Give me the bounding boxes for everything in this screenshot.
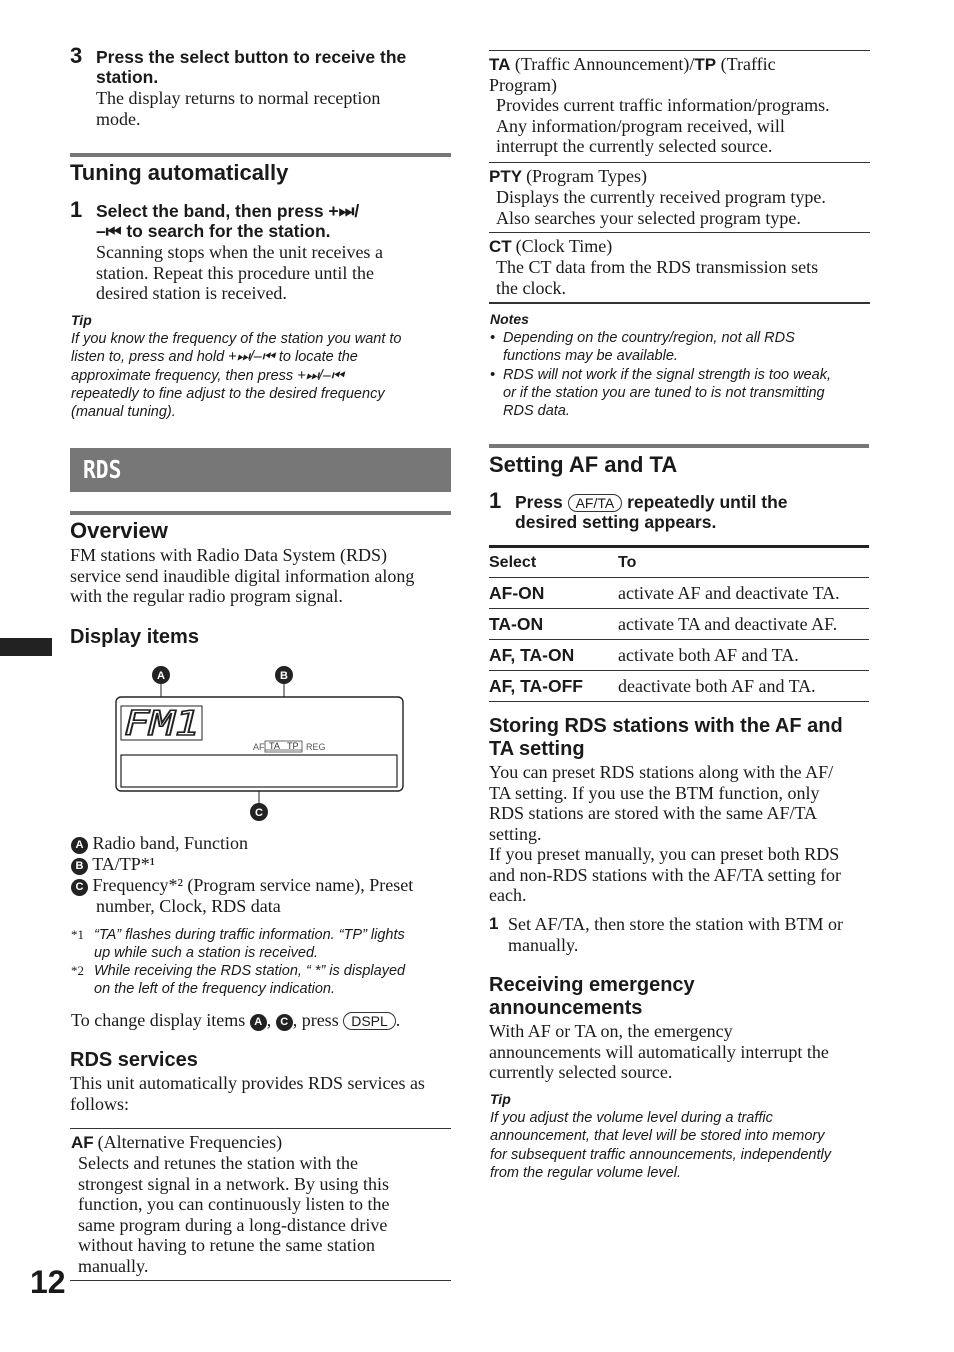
def-term: AF [71, 1133, 94, 1152]
text-line: Any information/program received, will [496, 115, 785, 136]
text-line: repeatedly to fine adjust to the desired frequency [71, 385, 385, 402]
step-heading-line: Press the select button to receive the [96, 47, 407, 67]
side-tab-marker [0, 638, 52, 656]
heading-line: Receiving emergency [489, 974, 695, 996]
step-heading [96, 47, 456, 87]
emergency-text [489, 1021, 874, 1083]
legend-item-text: Radio band, Function [92, 833, 248, 853]
text-line: station. Repeat this procedure until the [96, 262, 374, 283]
table-cell-to: activate both AF and TA. [618, 640, 869, 671]
text-line: without having to retune the same station [78, 1235, 375, 1255]
text-line: RDS data. [503, 403, 570, 420]
separator: , [266, 1010, 272, 1030]
text-line: Scanning stops when the unit receives a [96, 242, 383, 262]
dspl-key: DSPL [343, 1012, 396, 1030]
tip-label: Tip [71, 312, 92, 328]
table-row [489, 640, 869, 671]
notes-list [490, 329, 870, 420]
definition-rule [489, 302, 870, 304]
callout-c-badge: C [276, 1014, 293, 1031]
heading-line: announcements [489, 997, 643, 1019]
text-line: approximate frequency, then press +⏭/–⏮ [71, 367, 344, 384]
text-line: Also searches your selected program type. [496, 207, 801, 228]
af-ta-table [489, 545, 869, 702]
text-line: follows: [70, 1093, 130, 1114]
text-line: The CT data from the RDS transmission sets [496, 257, 819, 277]
step-number: 3 [70, 43, 83, 68]
tip-text [490, 1109, 875, 1182]
table-cell-select: AF, TA-ON [489, 640, 618, 671]
section-heading-tuning: Tuning automatically [70, 160, 289, 185]
af-ta-key: AF/TA [568, 494, 623, 512]
legend-item-text: TA/TP*¹ [92, 854, 156, 874]
text-line: With AF or TA on, the emergency [489, 1021, 733, 1041]
footnote-mark: *1 [71, 927, 84, 942]
def-subtitle: (Traffic [720, 54, 776, 74]
text-line: RDS will not work if the signal strength is too weak, [503, 366, 831, 383]
table-cell-select: AF, TA-OFF [489, 671, 618, 702]
text-line: interrupt the currently selected source. [496, 136, 773, 156]
callout-b-badge: B [71, 858, 88, 875]
footnote-2 [71, 962, 461, 999]
text-line: FM stations with Radio Data System (RDS) [70, 545, 388, 565]
subheading-display-items: Display items [70, 626, 199, 648]
def-description [489, 187, 874, 228]
display-items-legend [71, 833, 461, 917]
storing-step-text [508, 914, 878, 955]
footnote-1 [71, 926, 461, 963]
def-ct [489, 236, 874, 298]
def-subtitle: Program) [489, 75, 557, 95]
legend-item [71, 854, 461, 875]
def-term: PTY [489, 167, 523, 186]
step-heading-line: Select the band, then press +⏭/ [96, 201, 360, 221]
table-cell-to: activate TA and deactivate AF. [618, 609, 869, 640]
text-line: each. [489, 885, 527, 905]
callout-c-badge: C [71, 879, 88, 896]
table-header-to: To [618, 547, 869, 578]
legend-item-cont: number, Clock, RDS data [96, 896, 281, 916]
text-line: currently selected source. [489, 1062, 673, 1082]
instruction-text: , press [292, 1010, 339, 1030]
text-line: (manual tuning). [71, 404, 176, 421]
indicator-reg: REG [306, 742, 326, 752]
rds-banner-title: RDS [83, 455, 122, 484]
text-line: You can preset RDS stations along with the AF/ [489, 762, 834, 782]
instruction-end: . [395, 1010, 401, 1030]
text-line: RDS stations are stored with the same AF/TA [489, 803, 818, 823]
text-line: manually. [78, 1255, 149, 1276]
legend-item-text: Frequency*² (Program service name), Preset [92, 875, 414, 895]
text-line: announcements will automatically interrupt the [489, 1041, 829, 1062]
subheading-storing [489, 715, 874, 761]
def-description [71, 1153, 456, 1276]
text-line: If you know the frequency of the station you want to [71, 331, 402, 347]
rds-services-text [70, 1073, 460, 1114]
storing-step-number: 1 [489, 914, 499, 933]
definition-rule [70, 1280, 451, 1281]
tip-text [71, 330, 451, 421]
table-cell-select: TA-ON [489, 609, 618, 640]
text-line: Displays the currently received program type. [496, 187, 826, 207]
section-heading-af-ta: Setting AF and TA [489, 452, 678, 477]
indicator-ta: TA [269, 741, 280, 751]
text-line: for subsequent traffic announcements, independently [490, 1146, 831, 1163]
note-item: • Depending on the country/region, not all RDS functions may be available. [490, 329, 870, 366]
indicator-af: AF [253, 742, 265, 752]
table-row [489, 671, 869, 702]
section-rule [70, 153, 451, 157]
rds-banner [70, 448, 451, 492]
text-line: announcement, that level will be stored into memory [490, 1128, 825, 1145]
step-number: 1 [489, 488, 502, 513]
def-ta-tp [489, 54, 874, 157]
def-subtitle: (Program Types) [526, 166, 647, 186]
table-header-row [489, 547, 869, 578]
subheading-rds-services: RDS services [70, 1049, 198, 1071]
def-pty [489, 166, 874, 228]
def-term: TP [694, 55, 717, 74]
indicator-tp: TP [287, 741, 299, 751]
text-line: with the regular radio program signal. [70, 586, 343, 606]
heading-line: Storing RDS stations with the AF and [489, 715, 843, 737]
table-cell-to: deactivate both AF and TA. [618, 671, 869, 702]
text-line: or if the station you are tuned to is not transmitting [503, 384, 825, 401]
text-line: function, you can continuously listen to the [78, 1194, 390, 1214]
text-line: service send inaudible digital information along [70, 565, 415, 586]
def-subtitle: (Traffic Announcement)/ [514, 54, 695, 74]
table-cell-to: activate AF and deactivate TA. [618, 578, 869, 609]
text-line: up while such a station is received. [94, 945, 319, 962]
text-line: While receiving the RDS station, “ *” is displayed [94, 963, 406, 979]
legend-item [71, 875, 461, 896]
tip-label: Tip [490, 1091, 511, 1107]
callout-a-badge: A [71, 837, 88, 854]
step-heading [96, 201, 456, 241]
def-subtitle: (Clock Time) [515, 236, 613, 256]
legend-item [71, 833, 461, 854]
step-heading-line: station. [96, 67, 159, 87]
text-line: Set AF/TA, then store the station with BTM or [508, 914, 844, 934]
step-number: 1 [70, 197, 83, 222]
text-line: The display returns to normal reception [96, 88, 381, 108]
def-description [489, 257, 874, 298]
section-heading-overview: Overview [70, 518, 168, 543]
table-row [489, 578, 869, 609]
section-rule [489, 444, 869, 448]
callout-a-badge: A [250, 1014, 267, 1031]
text-line: manually. [508, 934, 579, 955]
text-line: If you adjust the volume level during a traffic [490, 1110, 773, 1126]
table-row [489, 609, 869, 640]
step-description [96, 88, 456, 129]
heading-line: TA setting [489, 738, 585, 760]
definition-rule [489, 50, 870, 51]
text-line: and non-RDS stations with the AF/TA setting for [489, 864, 842, 885]
text-line: If you preset manually, you can preset both RDS [489, 844, 840, 864]
display-illustration [110, 662, 410, 824]
text-line: This unit automatically provides RDS services as [70, 1073, 425, 1093]
callout-a-label: A [157, 670, 165, 682]
definition-rule [489, 162, 870, 163]
text-line: the clock. [496, 277, 566, 298]
def-subtitle: (Alternative Frequencies) [97, 1132, 283, 1152]
callout-b-label: B [280, 670, 288, 682]
change-display-instruction [71, 1010, 461, 1031]
table-cell-select: AF-ON [489, 578, 618, 609]
page-number: 12 [30, 1264, 66, 1300]
text-line: same program during a long-distance drive [78, 1214, 388, 1235]
step-heading-line: –⏮ to search for the station. [96, 221, 331, 241]
text-line: Selects and retunes the station with the [78, 1153, 358, 1173]
text-line: TA setting. If you use the BTM function, only [489, 782, 820, 803]
def-term: CT [489, 237, 512, 256]
lcd-band-text: FM1 [124, 704, 200, 744]
text-line: on the left of the frequency indication. [94, 981, 336, 998]
step-heading [515, 492, 875, 532]
instruction-text: To change display items [71, 1010, 246, 1030]
footnote-mark: *2 [71, 963, 84, 978]
definition-rule [70, 1128, 451, 1129]
table-header-select: Select [489, 547, 618, 578]
section-rule [70, 511, 451, 515]
step-description [96, 242, 456, 304]
storing-text [489, 762, 874, 906]
text-line: functions may be available. [503, 348, 678, 365]
note-item: • RDS will not work if the signal strength is too weak, or if the station you are tuned to is not transmitting RDS data. [490, 366, 870, 421]
step-heading-text: Press [515, 492, 563, 512]
text-line: mode. [96, 108, 141, 129]
callout-c-label: C [255, 807, 263, 819]
text-line: listen to, press and hold +⏭/–⏮ to locate the [71, 349, 358, 366]
step-heading-text: repeatedly until the [627, 492, 788, 512]
overview-text [70, 545, 455, 607]
text-line: setting. [489, 823, 542, 844]
notes-label: Notes [490, 311, 529, 327]
text-line: strongest signal in a network. By using this [78, 1173, 389, 1194]
step-heading-line: desired setting appears. [515, 512, 717, 532]
text-line: desired station is received. [96, 283, 287, 303]
definition-rule [489, 232, 870, 233]
def-description [489, 95, 874, 157]
text-line: from the regular volume level. [490, 1164, 681, 1181]
text-line: “TA” flashes during traffic information. “TP” lights [94, 927, 405, 943]
def-af [71, 1132, 456, 1276]
text-line: Provides current traffic information/programs. [496, 95, 830, 115]
def-term: TA [489, 55, 511, 74]
text-line: Depending on the country/region, not all RDS [503, 330, 795, 346]
subheading-emergency [489, 974, 874, 1020]
